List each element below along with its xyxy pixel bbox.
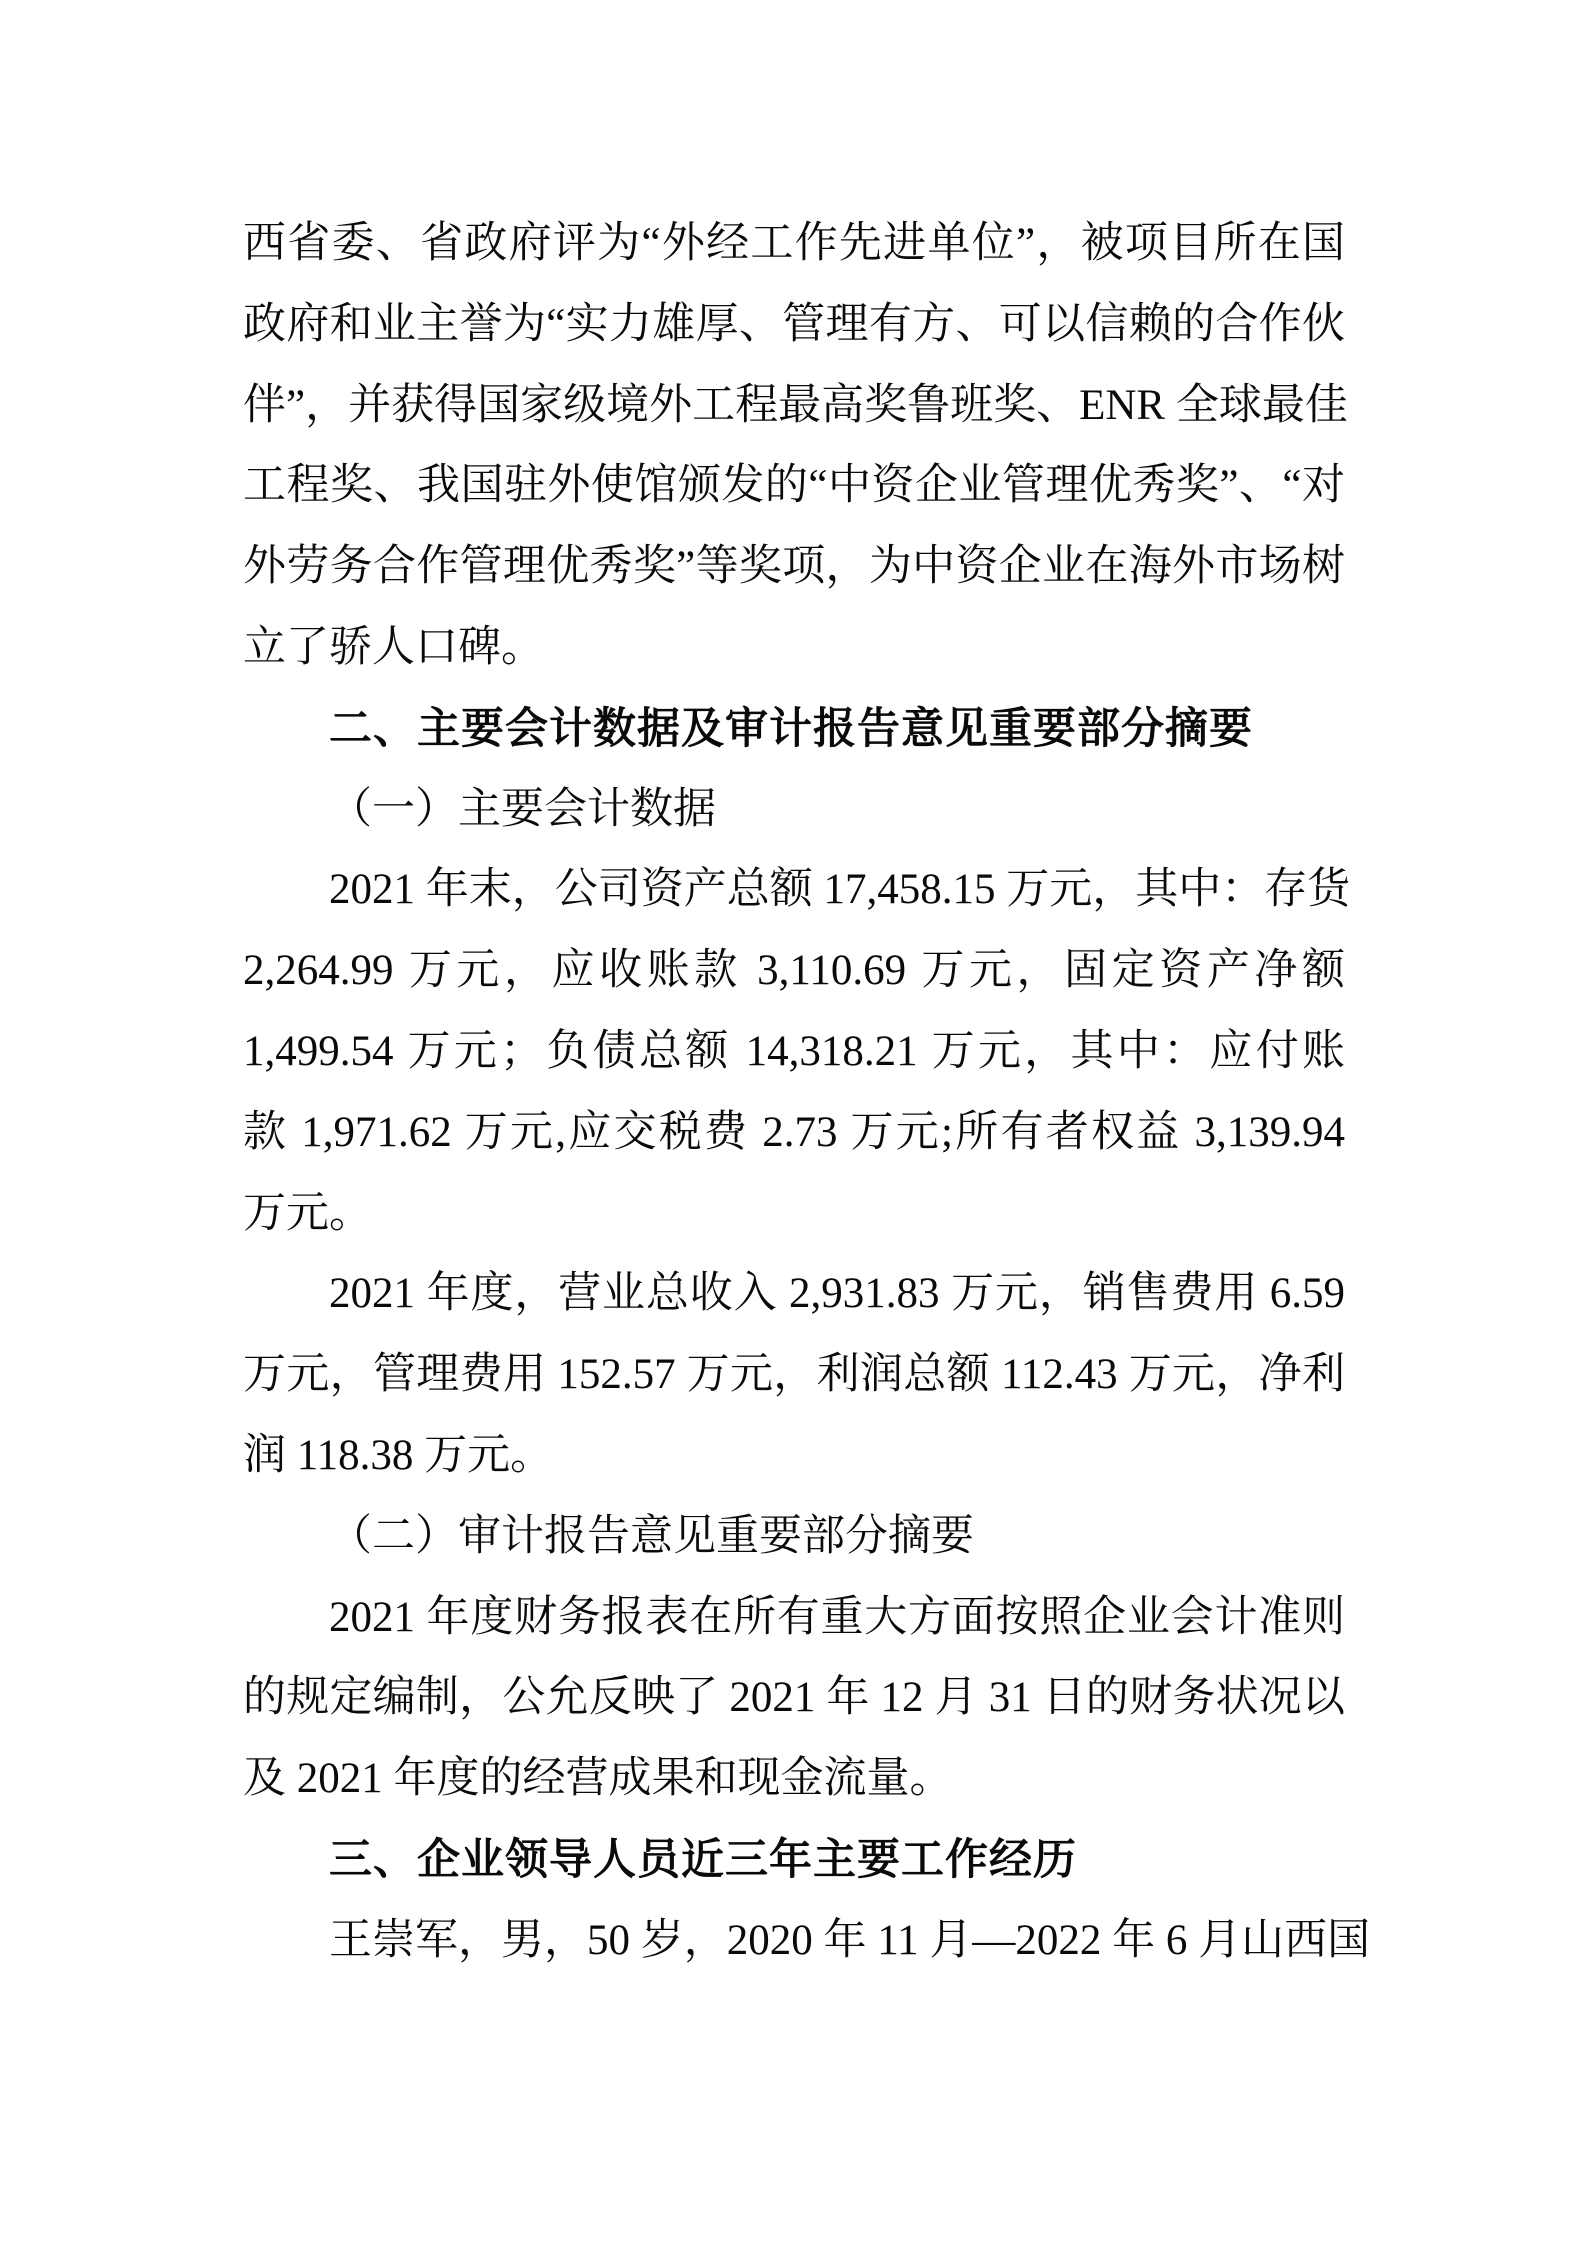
text-line: 王崇军，男，50 岁，2020 年 11 月—2022 年 6 月山西国: [329, 1916, 1371, 1964]
text-line: （二）审计报告意见重要部分摘要: [329, 1512, 974, 1560]
text-line: 工程奖、我国驻外使馆颁发的“中资企业管理优秀奖”、“对: [243, 462, 1345, 510]
text-line: 政府和业主誉为“实力雄厚、管理有方、可以信赖的合作伙: [243, 300, 1345, 348]
section-heading: 二、主要会计数据及审计报告意见重要部分摘要: [329, 704, 1253, 753]
text-line: 润 118.38 万元。: [243, 1431, 554, 1479]
document-text-block: [243, 204, 1371, 1982]
text-line: 2021 年度，营业总收入 2,931.83 万元，销售费用 6.59: [329, 1270, 1345, 1318]
text-line: 伴”，并获得国家级境外工程最高奖鲁班奖、ENR 全球最佳: [243, 381, 1348, 429]
text-line: 2021 年末，公司资产总额 17,458.15 万元，其中：存货: [329, 866, 1351, 914]
text-line: 万元。: [243, 1189, 372, 1237]
text-line: 款 1,971.62 万元,应交税费 2.73 万元;所有者权益 3,139.94: [243, 1108, 1345, 1156]
text-line: 外劳务合作管理优秀奖”等奖项，为中资企业在海外市场树: [243, 543, 1345, 591]
text-line: 及 2021 年度的经营成果和现金流量。: [243, 1755, 953, 1803]
text-line: 2021 年度财务报表在所有重大方面按照企业会计准则: [329, 1593, 1345, 1641]
text-line: 1,499.54 万元；负债总额 14,318.21 万元，其中：应付账: [243, 1027, 1345, 1075]
text-line: 立了骄人口碑。: [243, 623, 544, 671]
text-line: 万元，管理费用 152.57 万元，利润总额 112.43 万元，净利: [243, 1351, 1345, 1399]
text-line: （一）主要会计数据: [329, 785, 716, 833]
text-line: 西省委、省政府评为“外经工作先进单位”，被项目所在国: [243, 220, 1345, 267]
section-heading: 三、企业领导人员近三年主要工作经历: [329, 1835, 1077, 1884]
text-line: 2,264.99 万元，应收账款 3,110.69 万元，固定资产净额: [243, 947, 1345, 995]
text-line: 的规定编制，公允反映了 2021 年 12 月 31 日的财务状况以: [243, 1674, 1345, 1722]
